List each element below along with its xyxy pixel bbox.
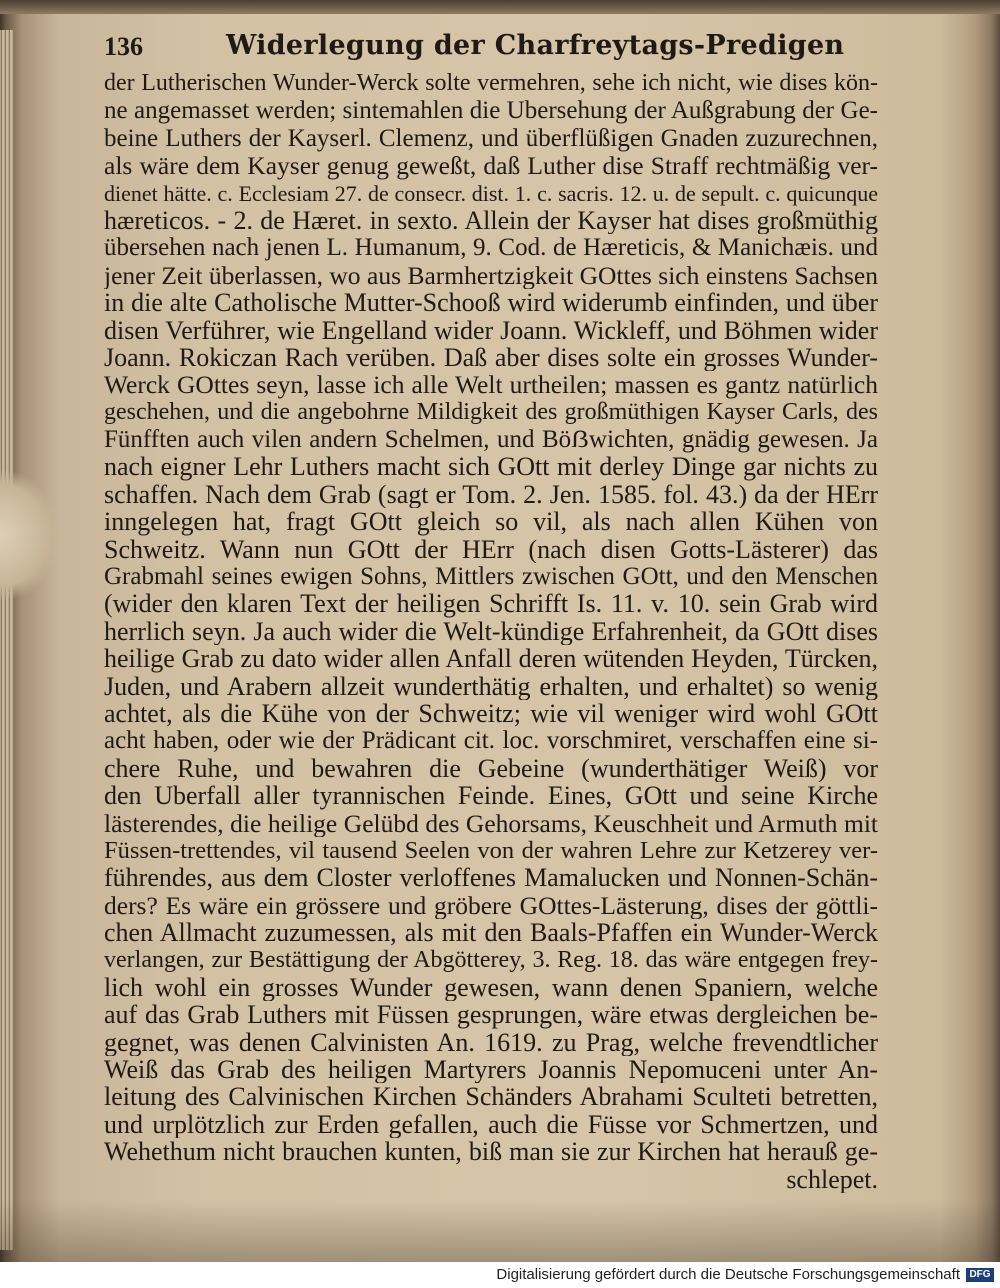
text-line: gegnet, was denen Calvinisten An. 1619. zu Prag, welche frevendtlicher bbox=[104, 1028, 878, 1057]
page-top-edge bbox=[0, 0, 1000, 14]
text-line: (wider den klaren Text der heiligen Schrifft Is. 11. v. 10. sein Grab wird bbox=[104, 590, 878, 618]
text-line: Füssen-trettendes, vil tausend Seelen von der wahren Lehre zur Ketzerey ver- bbox=[104, 836, 878, 864]
text-line: schaffen. Nach dem Grab (sagt er Tom. 2. Jen. 1585. fol. 43.) da der HErr bbox=[104, 480, 878, 509]
page-content bbox=[104, 26, 878, 1193]
running-title: Widerlegung der Charfreytags-Predigen bbox=[226, 30, 845, 61]
text-line: Juden, und Arabern allzeit wunderthätig erhalten, und erhaltet) so wenig bbox=[104, 672, 878, 700]
text-line: auf das Grab Luthers mit Füssen gesprungen, wäre etwas dergleichen be- bbox=[104, 1001, 878, 1029]
text-line: verlangen, zur Bestättigung der Abgötterey, 3. Reg. 18. das wäre entgegen frey- bbox=[104, 946, 878, 973]
digitization-footer bbox=[0, 1262, 1000, 1288]
page-number: 136 bbox=[104, 32, 143, 61]
text-line: Joann. Rokiczan Rach verüben. Daß aber dises solte ein grosses Wunder- bbox=[104, 343, 878, 372]
text-line: Werck GOttes seyn, lasse ich alle Welt urtheilen; massen es gantz natürlich bbox=[104, 371, 878, 399]
text-line: jener Zeit überlassen, wo aus Barmhertzigkeit GOttes sich einstens Sachsen bbox=[104, 261, 878, 290]
text-line: Weiß das Grab des heiligen Martyrers Joannis Nepomuceni unter An- bbox=[104, 1056, 878, 1084]
text-line: schlepet. bbox=[786, 1165, 878, 1194]
text-line: Grabmahl seines ewigen Sohns, Mittlers zwischen GOtt, und den Menschen bbox=[104, 563, 878, 591]
stacked-page-edges bbox=[0, 30, 14, 1250]
dfg-logo: DFG bbox=[966, 1268, 994, 1282]
text-line: chen Allmacht zuzumessen, als mit den Baals-Pfaffen ein Wunder-Werck bbox=[104, 919, 878, 947]
text-line: hæreticos. - 2. de Hæret. in sexto. Allein der Kayser hat dises großmüthig bbox=[104, 206, 878, 235]
text-line: achtet, als die Kühe von der Schweitz; wie vil weniger wird wohl GOtt bbox=[104, 699, 878, 728]
text-line: der Lutherischen Wunder-Werck solte vermehren, sehe ich nicht, wie dises kön- bbox=[104, 70, 878, 96]
text-line: führendes, aus dem Closter verloffenes Mamalucken und Nonnen-Schän- bbox=[104, 864, 878, 892]
text-line: acht haben, oder wie der Prädicant cit. loc. vorschmiret, verschaffen eine si- bbox=[104, 727, 878, 755]
text-line: leitung des Calvinischen Kirchen Schänders Abrahami Sculteti betretten, bbox=[104, 1083, 878, 1111]
text-line: geschehen, und die angebohrne Mildigkeit des großmüthigen Kayser Carls, des bbox=[104, 398, 878, 425]
text-line: chere Ruhe, und bewahren die Gebeine (wunderthätiger Weiß) vor bbox=[104, 754, 878, 783]
text-line: Schweitz. Wann nun GOtt der HErr (nach disen Gotts-Lästerer) das bbox=[104, 535, 878, 564]
text-line: übersehen nach jenen L. Humanum, 9. Cod. de Hæreticis, & Manichæis. und bbox=[104, 234, 878, 262]
text-line: Wehethum nicht brauchen kunten, biß man sie zur Kirchen hat herauß ge- bbox=[104, 1138, 878, 1166]
text-line: disen Verführer, wie Engelland wider Joann. Wickleff, und Böhmen wider bbox=[104, 316, 878, 344]
text-line: als wäre dem Kayser genug geweßt, daß Luther dise Straff rechtmäßig ver- bbox=[104, 152, 878, 180]
text-line: lästerendes, die heilige Gelübd des Gehorsams, Keuschheit und Armuth mit bbox=[104, 809, 878, 837]
text-line: lich wohl ein grosses Wunder gewesen, wann denen Spaniern, welche bbox=[104, 973, 878, 1002]
text-line: herrlich seyn. Ja auch wider die Welt-kündige Erfahrenheit, da GOtt dises bbox=[104, 617, 878, 646]
page-bottom-shadow bbox=[0, 1200, 1000, 1262]
text-line: in die alte Catholische Mutter-Schooß wird widerumb einfinden, und über bbox=[104, 289, 878, 317]
text-line: den Uberfall aller tyrannischen Feinde. Eines, GOtt und seine Kirche bbox=[104, 782, 878, 810]
text-line: heilige Grab zu dato wider allen Anfall deren wütenden Heyden, Türcken, bbox=[104, 645, 878, 673]
text-line: ne angemasset werden; sintemahlen die Ubersehung der Außgrabung der Ge- bbox=[104, 97, 878, 125]
folded-page-corner bbox=[0, 470, 60, 600]
text-line: und urplötzlich zur Erden gefallen, auch die Füsse vor Schmertzen, und bbox=[104, 1110, 878, 1139]
page-header bbox=[104, 26, 878, 70]
text-line: ders? Es wäre ein grössere und gröbere GOttes-Lästerung, dises der göttli- bbox=[104, 891, 878, 920]
text-line: beine Luthers der Kayserl. Clemenz, und überflüßigen Gnaden zuzurechnen, bbox=[104, 124, 878, 152]
text-line: nach eigner Lehr Luthers macht sich GOtt mit derley Dinge gar nichts zu bbox=[104, 453, 878, 481]
funding-credit: Digitalisierung gefördert durch die Deutsche Forschungsgemeinschaft bbox=[496, 1266, 960, 1283]
text-line: dienet hätte. c. Ecclesiam 27. de consecr. dist. 1. c. sacris. 12. u. de sepult. c. quicunque bbox=[104, 180, 878, 206]
text-line: Fünfften auch vilen andern Schelmen, und Böẞwichten, gnädig gewesen. Ja bbox=[104, 426, 878, 454]
body-text bbox=[104, 70, 878, 1193]
text-line: inngelegen hat, fragt GOtt gleich so vil, als nach allen Kühen von bbox=[104, 508, 878, 536]
